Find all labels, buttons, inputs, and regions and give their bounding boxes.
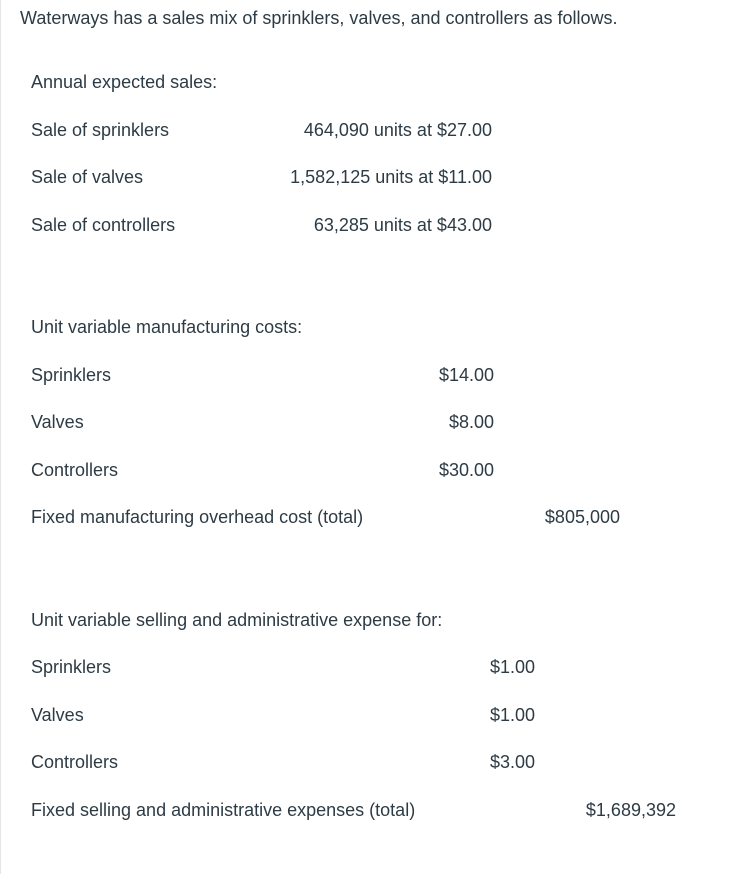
intro-text: Waterways has a sales mix of sprinklers, valves, and controllers as follows.: [20, 8, 618, 28]
manufacturing-row-label: Controllers: [31, 460, 119, 480]
manufacturing-heading: Unit variable manufacturing costs:: [31, 317, 303, 337]
sales-row-value: 1,582,125 units at $11.00: [290, 167, 492, 187]
selling-row-value: $1.00: [489, 705, 535, 725]
fixed-manufacturing-label: Fixed manufacturing overhead cost (total): [31, 507, 364, 527]
sales-row-label: Sale of valves: [31, 167, 144, 187]
manufacturing-row-value: $14.00: [438, 365, 494, 385]
selling-row-value: $1.00: [489, 657, 535, 677]
manufacturing-row-value: $30.00: [438, 460, 494, 480]
sales-row-value: 464,090 units at $27.00: [303, 120, 492, 140]
sales-row-value: 63,285 units at $43.00: [313, 215, 492, 235]
sales-row-label: Sale of sprinklers: [31, 120, 170, 140]
fixed-manufacturing-value: $805,000: [544, 507, 620, 527]
manufacturing-row-label: Sprinklers: [31, 365, 112, 385]
manufacturing-row-label: Valves: [31, 412, 84, 432]
sales-heading: Annual expected sales:: [31, 72, 218, 92]
fixed-selling-label: Fixed selling and administrative expenses (total): [31, 800, 416, 820]
sales-row-label: Sale of controllers: [31, 215, 176, 235]
selling-row-label: Controllers: [31, 752, 119, 772]
selling-row-label: Sprinklers: [31, 657, 112, 677]
left-border: [0, 0, 1, 874]
manufacturing-row-value: $8.00: [448, 412, 494, 432]
fixed-selling-value: $1,689,392: [585, 800, 676, 820]
selling-heading: Unit variable selling and administrative expense for:: [31, 610, 443, 630]
selling-row-label: Valves: [31, 705, 84, 725]
selling-row-value: $3.00: [489, 752, 535, 772]
